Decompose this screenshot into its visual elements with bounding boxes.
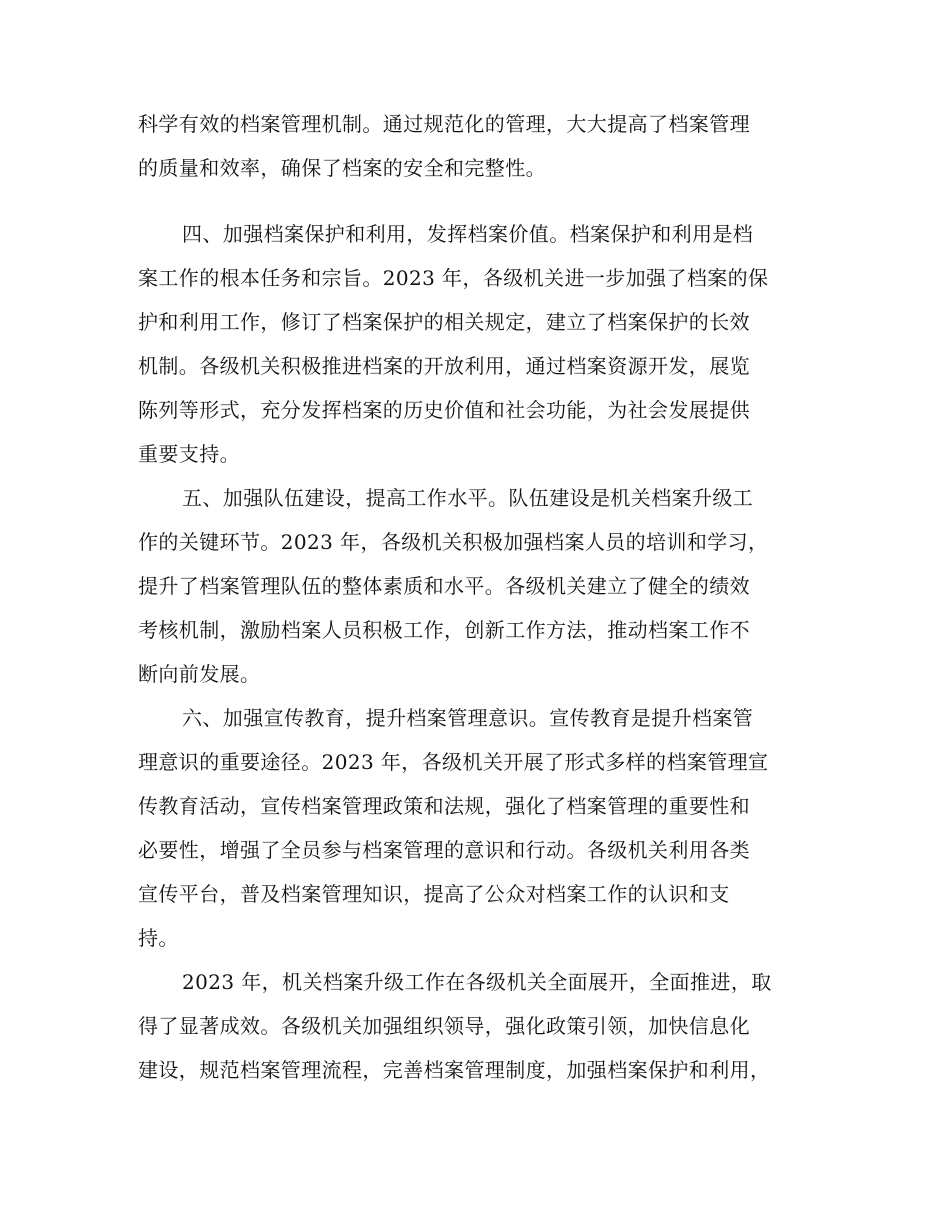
text-line: 陈列等形式，充分发挥档案的历史价值和社会功能，为社会发展提供: [138, 398, 750, 422]
text-line: 持。: [138, 926, 179, 950]
text-line: 科学有效的档案管理机制。通过规范化的管理，大大提高了档案管理: [138, 112, 750, 136]
text-line: 提升了档案管理队伍的整体素质和水平。各级机关建立了健全的绩效: [138, 574, 750, 598]
text-line: 作的关键环节。2023 年，各级机关积极加强档案人员的培训和学习，: [138, 530, 769, 554]
text-line: 机制。各级机关积极推进档案的开放利用，通过档案资源开发，展览: [138, 354, 750, 378]
text-line: 考核机制，激励档案人员积极工作，创新工作方法，推动档案工作不: [138, 618, 750, 642]
paragraph-continuation: [138, 102, 828, 190]
paragraph-section-six: [138, 696, 828, 960]
text-line: 重要支持。: [138, 442, 240, 466]
text-line: 宣传平台，普及档案管理知识，提高了公众对档案工作的认识和支: [138, 882, 730, 906]
text-line: 六、加强宣传教育，提升档案管理意识。宣传教育是提升档案管: [182, 706, 754, 730]
text-line: 四、加强档案保护和利用，发挥档案价值。档案保护和利用是档: [182, 222, 754, 246]
paragraph-section-five: [138, 476, 828, 696]
text-line: 五、加强队伍建设，提高工作水平。队伍建设是机关档案升级工: [182, 486, 754, 510]
text-line: 的质量和效率，确保了档案的安全和完整性。: [138, 156, 546, 180]
paragraph-summary: [138, 960, 828, 1092]
text-line: 护和利用工作，修订了档案保护的相关规定，建立了档案保护的长效: [138, 310, 750, 334]
paragraph-section-four: [138, 212, 828, 476]
text-line: 建设，规范档案管理流程，完善档案管理制度，加强档案保护和利用，: [138, 1058, 771, 1082]
text-line: 得了显著成效。各级机关加强组织领导，强化政策引领，加快信息化: [138, 1014, 750, 1038]
text-line: 必要性，增强了全员参与档案管理的意识和行动。各级机关利用各类: [138, 838, 750, 862]
text-line: 理意识的重要途径。2023 年，各级机关开展了形式多样的档案管理宣: [138, 750, 769, 774]
text-line: 传教育活动，宣传档案管理政策和法规，强化了档案管理的重要性和: [138, 794, 750, 818]
text-line: 2023 年，机关档案升级工作在各级机关全面展开，全面推进，取: [182, 970, 772, 994]
text-line: 案工作的根本任务和宗旨。2023 年，各级机关进一步加强了档案的保: [138, 266, 769, 290]
text-line: 断向前发展。: [138, 662, 261, 686]
